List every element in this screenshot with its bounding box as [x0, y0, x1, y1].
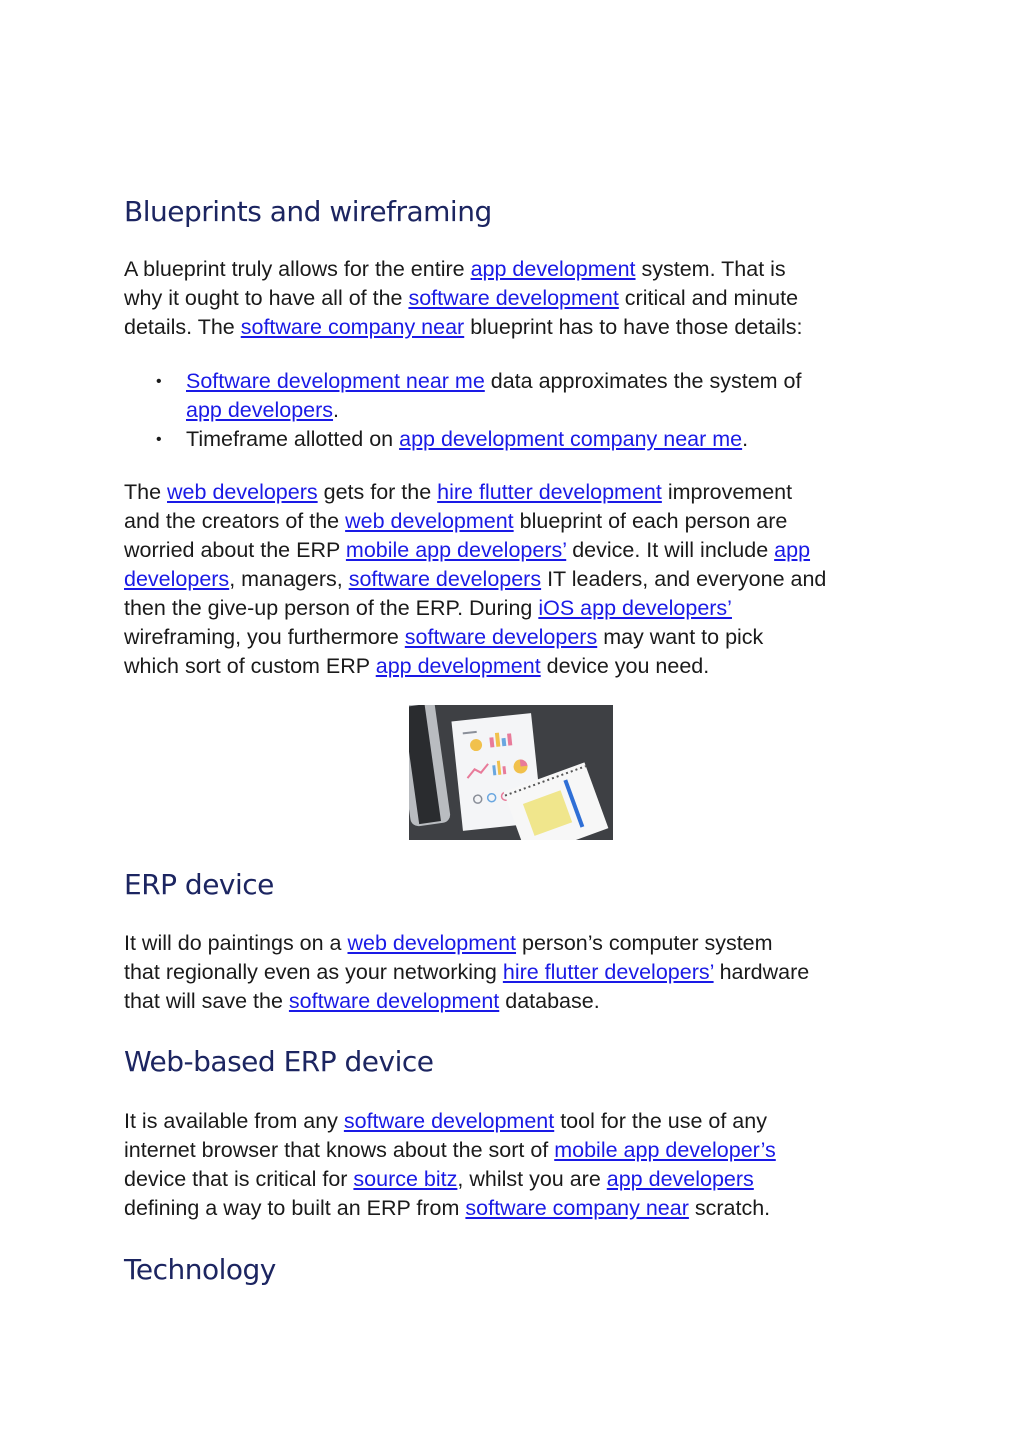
link-software-development-2[interactable]: software development — [288, 989, 500, 1013]
link-web-development[interactable]: web development — [345, 509, 514, 533]
link-mobile-app-developer[interactable]: mobile app developer’s — [554, 1138, 776, 1162]
link-software-development-3[interactable]: software development — [343, 1109, 555, 1133]
link-software-company-near-2[interactable]: software company near — [465, 1196, 689, 1220]
link-hire-flutter-developers[interactable]: hire flutter developers’ — [502, 960, 714, 984]
heading-erp-device: ERP device — [124, 868, 274, 901]
link-software-developers[interactable]: software developers — [348, 567, 542, 591]
desk-photo-image — [409, 705, 613, 840]
link-source-bitz[interactable]: source bitz — [353, 1167, 458, 1191]
link-app-development-2[interactable]: app development — [375, 654, 541, 678]
link-app-developers-3[interactable]: app developers — [606, 1167, 754, 1191]
link-app-developers-2-cont[interactable]: developers — [124, 567, 230, 591]
paragraph-web-developers: The web developers gets for the hire flutter development improvement and the creators of the web development blueprint of each person are worried about the ERP mobile app developers’ device. It will include app developers, managers, software developers IT leaders, and everyone and then the give-up person of the ERP. During iOS app developers’ wireframing, you furthermore software developers may want to pick which sort of custom ERP app development device you need. — [124, 480, 827, 678]
desk-photo-illustration — [409, 705, 613, 840]
list-item: • Timeframe allotted on app development company near me. — [124, 425, 904, 454]
link-software-development-near-me[interactable]: Software development near me — [186, 369, 485, 393]
link-software-company-near[interactable]: software company near — [240, 315, 465, 339]
link-software-developers-2[interactable]: software developers — [404, 625, 598, 649]
link-app-developers-2[interactable]: app — [774, 538, 811, 562]
heading-technology: Technology — [124, 1253, 276, 1286]
heading-web-based-erp: Web-based ERP device — [124, 1045, 434, 1078]
paragraph-blueprint-intro: A blueprint truly allows for the entire app development system. That is why it ought to have all of the software development critical and minute details. The software company near blueprint has to have those details: — [124, 257, 803, 339]
paragraph-web-based-erp: It is available from any software development tool for the use of any internet browser that knows about the sort of mobile app developer’s device that is critical for source bitz, whilst you are app developers defining a way to built an ERP from software company near scratch. — [124, 1109, 776, 1220]
link-mobile-app-developers[interactable]: mobile app developers’ — [345, 538, 567, 562]
link-web-development-2[interactable]: web development — [347, 931, 517, 955]
link-ios-app-developers[interactable]: iOS app developers’ — [538, 596, 732, 620]
bullet-list — [124, 367, 904, 454]
heading-blueprints: Blueprints and wireframing — [124, 195, 492, 228]
link-web-developers[interactable]: web developers — [167, 480, 318, 504]
list-item: • Software development near me data approximates the system of app developers. — [156, 369, 802, 422]
bullet-dot: • — [156, 431, 162, 448]
link-app-development-company-near-me[interactable]: app development company near me — [399, 427, 743, 451]
link-hire-flutter-development[interactable]: hire flutter development — [437, 480, 662, 504]
link-software-development[interactable]: software development — [408, 286, 619, 310]
bullet-dot: • — [156, 373, 162, 390]
link-app-development[interactable]: app development — [470, 257, 636, 281]
link-app-developers[interactable]: app developers — [186, 398, 334, 422]
paragraph-erp-device: It will do paintings on a web development person’s computer system that regionally even as your networking hire flutter developers’ hardware that will save the software development database. — [124, 931, 810, 1013]
